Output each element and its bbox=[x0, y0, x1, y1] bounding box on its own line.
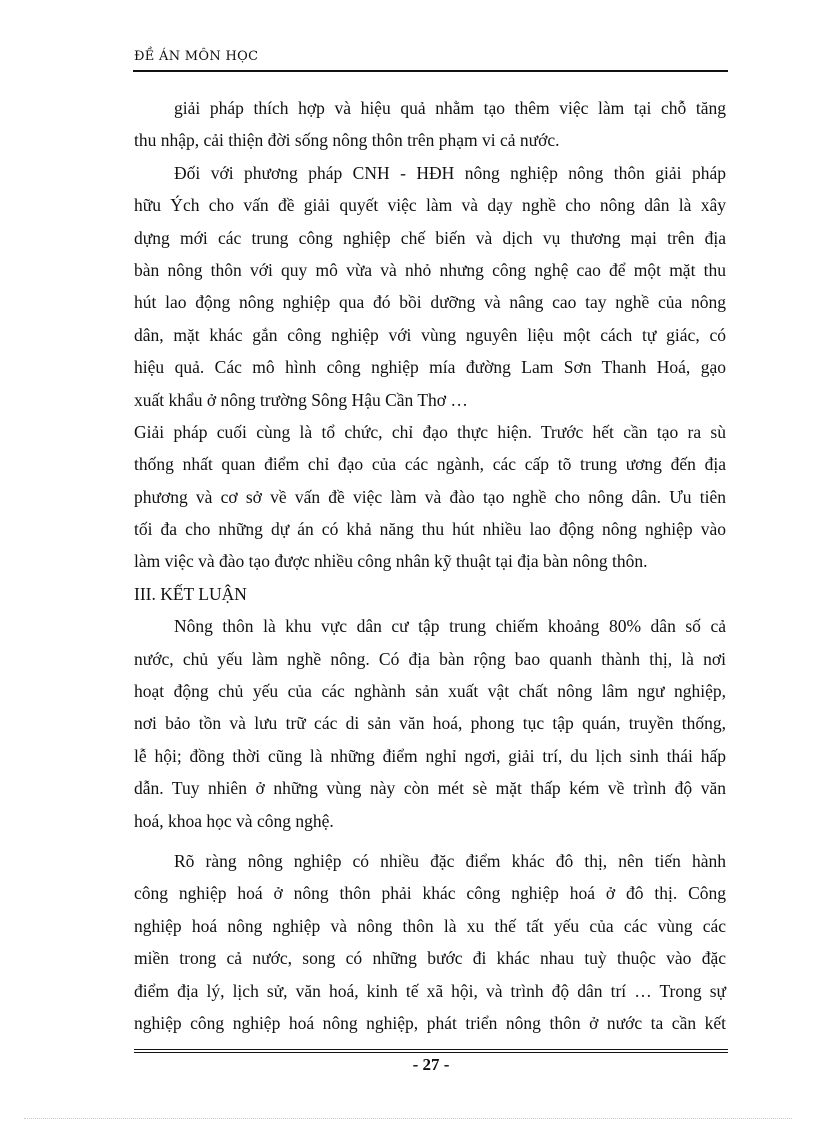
section-heading: III. KẾT LUẬN bbox=[134, 583, 247, 604]
text-line: nghiệp công nghiệp hoá nông nghiệp, phát triển nông thôn ở nước ta cần kết bbox=[134, 1012, 726, 1033]
body-text bbox=[134, 92, 726, 1039]
text-line: thu nhập, cải thiện đời sống nông thôn trên phạm vi cả nước. bbox=[134, 130, 560, 151]
text-line: hoá, khoa học và công nghệ. bbox=[134, 810, 334, 831]
text-line: dân, mặt khác gắn công nghiệp với vùng nguyên liệu một cách tự giác, có bbox=[134, 324, 726, 345]
text-line: nước, chủ yếu làm nghề nông. Có địa bàn rộng bao quanh thành thị, là nơi bbox=[134, 648, 726, 669]
text-line: Giải pháp cuối cùng là tổ chức, chỉ đạo thực hiện. Trước hết cần tạo ra sù bbox=[134, 421, 726, 442]
text-line: xuất khẩu ở nông trường Sông Hậu Cần Thơ … bbox=[134, 389, 468, 410]
footer-rule bbox=[134, 1049, 728, 1050]
text-line: lễ hội; đồng thời cũng là những điểm nghỉ ngơi, giải trí, du lịch sinh thái hấp bbox=[134, 745, 726, 766]
page-bottom-border bbox=[24, 1118, 792, 1119]
text-line: Nông thôn là khu vực dân cư tập trung chiếm khoảng 80% dân số cả bbox=[174, 616, 726, 637]
text-line: Đối với phương pháp CNH - HĐH nông nghiệp nông thôn giải pháp bbox=[174, 162, 726, 183]
text-line: bàn nông thôn với quy mô vừa và nhỏ nhưng công nghệ cao để một mặt thu bbox=[134, 259, 726, 280]
text-line: hoạt động chủ yếu của các nghành sản xuất vật chất nông lâm ngư nghiệp, bbox=[134, 681, 726, 702]
text-line: hút lao động nông nghiệp qua đó bồi dưỡng và nâng cao tay nghề của nông bbox=[134, 292, 726, 313]
text-line: miền trong cả nước, song có những bước đi khác nhau tuỳ thuộc vào đặc bbox=[134, 948, 726, 969]
text-line: làm việc và đào tạo được nhiều công nhân kỹ thuật tại địa bàn nông thôn. bbox=[134, 551, 648, 572]
text-line: điểm địa lý, lịch sử, văn hoá, kinh tế xã hội, và trình độ dân trí … Trong sự bbox=[134, 980, 726, 1001]
text-line: dựng mới các trung công nghiệp chế biến và dịch vụ thương mại trên địa bbox=[134, 227, 726, 248]
text-line: thống nhất quan điểm chỉ đạo của các ngành, các cấp tõ trung ương đến địa bbox=[134, 454, 726, 475]
text-line: Rõ ràng nông nghiệp có nhiều đặc điểm khác đô thị, nên tiến hành bbox=[174, 850, 726, 871]
header-rule bbox=[133, 70, 728, 72]
text-line: hiệu quả. Các mô hình công nghiệp mía đường Lam Sơn Thanh Hoá, gạo bbox=[134, 357, 726, 378]
text-line: giải pháp thích hợp và hiệu quả nhằm tạo thêm việc làm tại chỗ tăng bbox=[174, 98, 726, 118]
page-number: - 27 - bbox=[412, 1055, 450, 1074]
text-line: tối đa cho những dự án có khả năng thu hút nhiều lao động nông nghiệp vào bbox=[134, 519, 726, 540]
running-header: ĐỀ ÁN MÔN HỌC bbox=[134, 49, 259, 64]
text-line: công nghiệp hoá ở nông thôn phải khác công nghiệp hoá ở đô thị. Công bbox=[134, 883, 726, 904]
text-line: nơi bảo tồn và lưu trữ các di sản văn hoá, phong tục tập quán, truyền thống, bbox=[134, 713, 726, 734]
text-line: phương và cơ sở về vấn đề việc làm và đào tạo nghề cho nông dân. Ưu tiên bbox=[134, 486, 726, 507]
text-line: dẫn. Tuy nhiên ở những vùng này còn mét sè mặt thấp kém về trình độ văn bbox=[134, 778, 726, 799]
text-line: hữu Ých cho vấn đề giải quyết việc làm và dạy nghề cho nông dân là xây bbox=[134, 195, 726, 216]
text-line: nghiệp hoá nông nghiệp và nông thôn là xu thế tất yếu của các vùng các bbox=[134, 915, 726, 936]
